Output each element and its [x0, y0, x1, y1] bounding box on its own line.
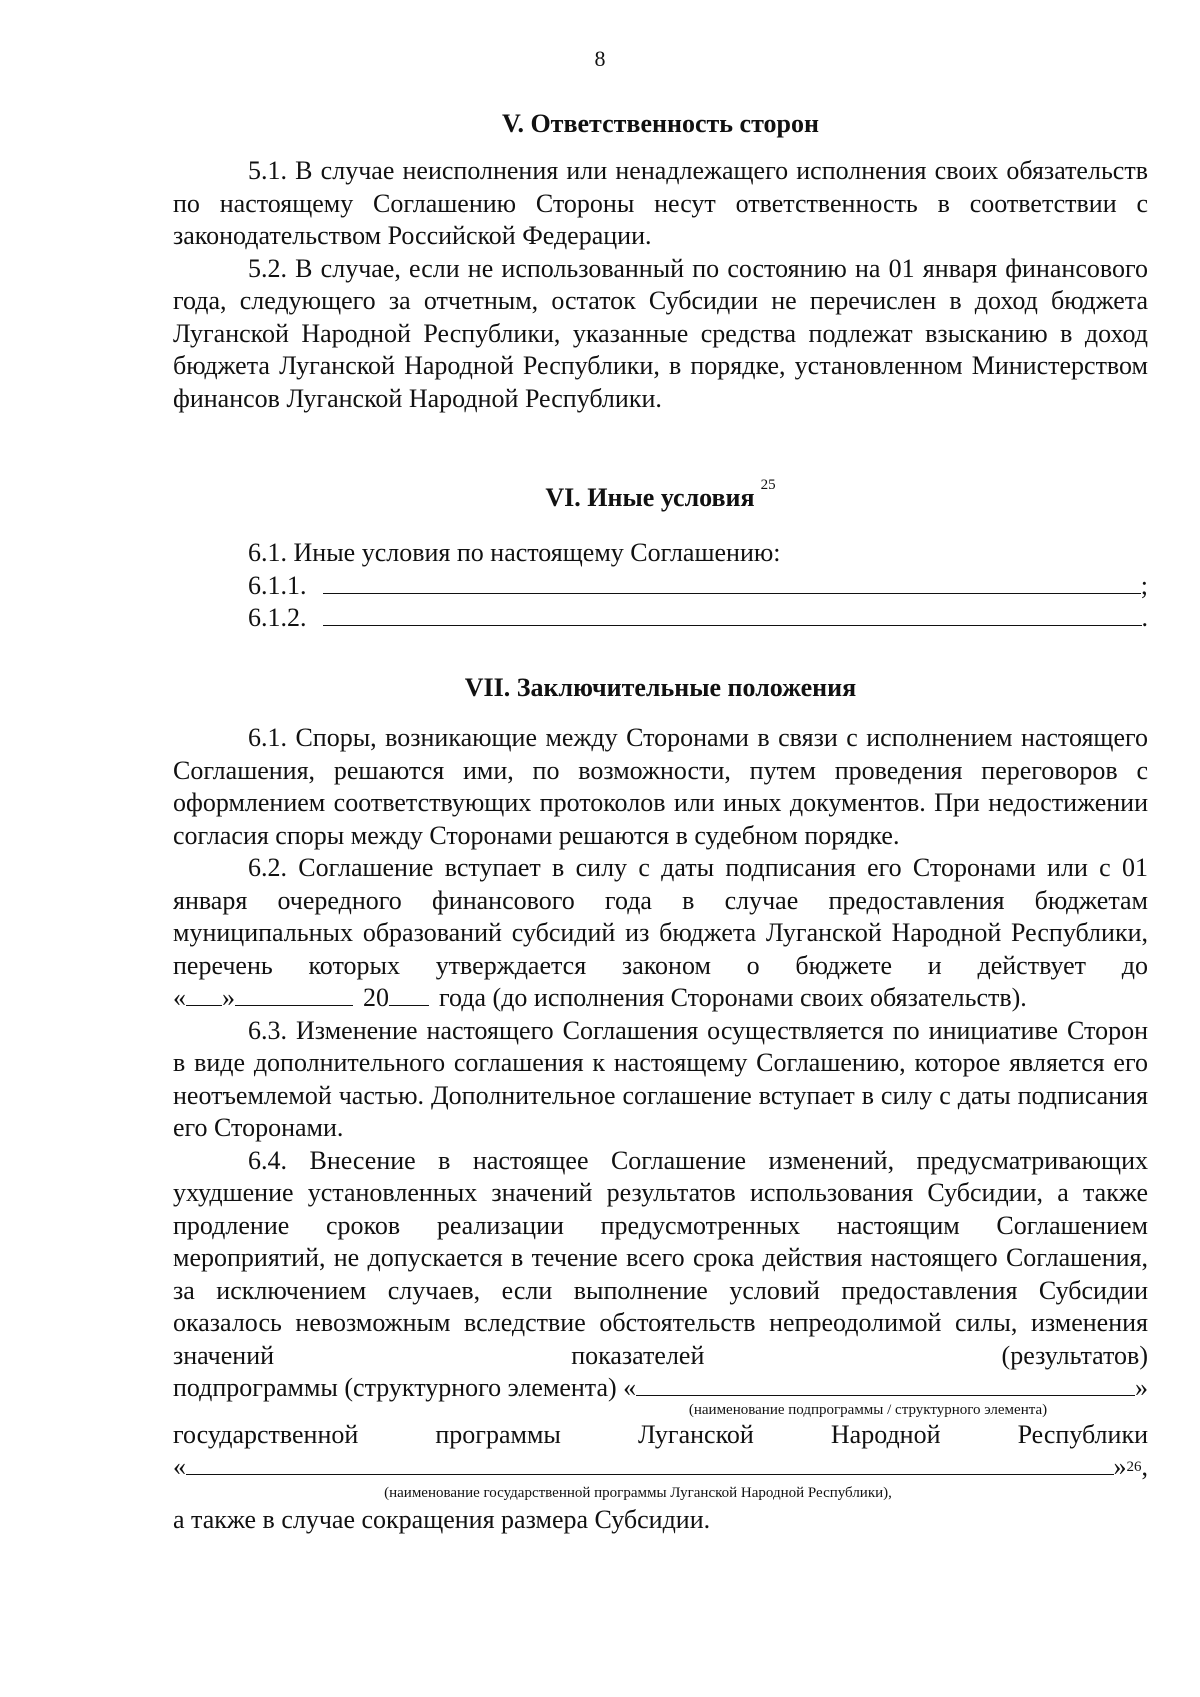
item-6-1-1-end: ; [1140, 570, 1148, 600]
section-5-body [173, 155, 1148, 415]
item-6-1-2 [173, 602, 1148, 635]
program-close-quote: » [1113, 1452, 1127, 1481]
subprogram-prefix: подпрограммы (структурного элемента) « [173, 1373, 637, 1402]
footnote-26: 26 [1126, 1459, 1142, 1475]
clause-7-4-program-line [173, 1419, 1148, 1452]
date-year-blank [389, 983, 429, 1006]
date-month-blank [235, 983, 353, 1006]
clause-7-1: 6.1. Споры, возникающие между Сторонами в связи с исполнением настоящего Соглашения, решаются ими, по возможности, путем проведения переговоров с оформлением соответствующих протоколов или иных документов. При недостижении согласия споры между Сторонами решаются в судебном порядке. [173, 723, 1148, 850]
footnote-25: 25 [760, 477, 776, 493]
program-word-5: Республики [1017, 1419, 1148, 1449]
section-6-title [173, 477, 1148, 513]
program-word-4: Народной [830, 1419, 941, 1449]
item-6-1-1 [173, 570, 1148, 603]
section-6-body [173, 537, 1148, 635]
clause-7-4: 6.4. Внесение в настоящее Соглашение изменений, предусматривающих ухудшение установленных значений результатов использования Субсидии, а также продление сроков реализации предусмотренных настоящим Соглашением мероприятий, не допускается в течение всего срока действия настоящего Соглашения, за исключением случаев, если выполнение условий предоставления Субсидии оказалось невозможным вследствие обстоятельств непреодолимой силы, изменения значений показателей (результатов) [173, 1145, 1148, 1370]
program-caption: (наименование государственной программы Луганской Народной Республики), [384, 1484, 892, 1501]
item-6-1-1-blank [323, 571, 1141, 594]
section-5-title: V. Ответственность сторон [502, 109, 819, 138]
clause-6-1-intro: 6.1. Иные условия по настоящему Соглашению: [248, 538, 781, 567]
clause-7-4-last-line: а также в случае сокращения размера Субсидии. [173, 1504, 711, 1534]
subprogram-close-quote: » [1135, 1373, 1148, 1402]
section-7-body [173, 722, 1148, 1536]
page-number: 8 [594, 46, 606, 71]
clause-7-4-program-name-line [173, 1451, 1148, 1488]
program-word-2: программы [435, 1419, 561, 1449]
program-word-1: государственной [173, 1419, 359, 1449]
item-6-1-2-end: . [1141, 603, 1148, 632]
clause-5-1: 5.1. В случае неисполнения или ненадлежащего исполнения своих обязательств по настоящему Соглашению Стороны несут ответственность в соответствии с законодательством Российской Федерации. [173, 156, 1148, 250]
program-name-blank [186, 1452, 1114, 1475]
item-6-1-2-label: 6.1.2. [248, 603, 307, 632]
date-open-quote: « [173, 983, 186, 1012]
program-word-3: Луганской [637, 1419, 754, 1449]
date-year-prefix: 20 [363, 983, 389, 1012]
item-6-1-2-blank [323, 603, 1142, 626]
clause-5-2: 5.2. В случае, если не использованный по состоянию на 01 января финансового года, следующего за отчетным, остаток Субсидии не перечислен в доход бюджета Луганской Народной Республики, указанные средства подлежат взысканию в доход бюджета Луганской Народной Республики, в порядке, установленном Министерством финансов Луганской Народной Республики. [173, 253, 1148, 413]
program-open-quote: « [173, 1452, 186, 1481]
clause-7-3: 6.3. Изменение настоящего Соглашения осуществляется по инициативе Сторон в виде дополнительного соглашения к настоящему Соглашению, которое является его неотъемлемой частью. Дополнительное соглашение вступает в силу с даты подписания его Сторонами. [173, 1015, 1148, 1142]
item-6-1-1-label: 6.1.1. [248, 570, 307, 600]
clause-7-2-date-line [173, 982, 1148, 1015]
subprogram-blank [636, 1373, 1135, 1396]
date-day-blank [186, 983, 222, 1006]
date-close-quote: » [222, 983, 235, 1012]
program-comma: , [1141, 1452, 1148, 1481]
clause-7-2-tail: года (до исполнения Сторонами своих обязательств). [439, 983, 1027, 1012]
subprogram-caption: (наименование подпрограммы / структурного элемента) [688, 1401, 1048, 1418]
clause-7-2: 6.2. Соглашение вступает в силу с даты подписания его Сторонами или с 01 января очередного финансового года в случае предоставления бюджетам муниципальных образований субсидий из бюджета Луганской Народной Республики, перечень которых утверждается законом о бюджете и действует до [173, 853, 1148, 980]
section-7-title: VII. Заключительные положения [464, 673, 857, 702]
section-6-title-text: VI. Иные условия [545, 483, 755, 512]
